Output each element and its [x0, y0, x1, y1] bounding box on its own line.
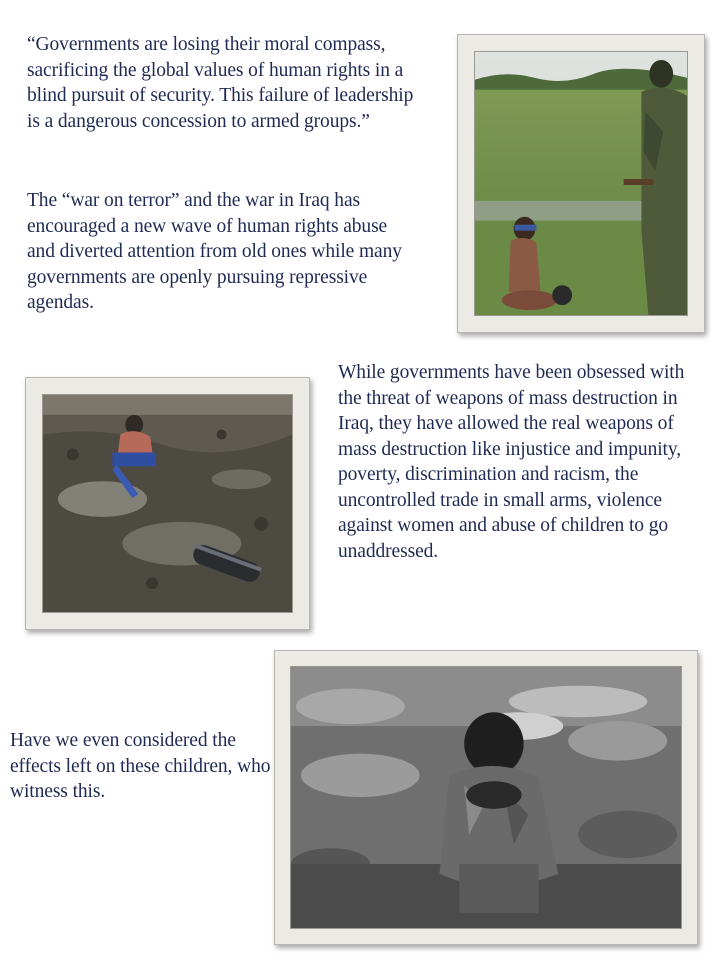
photo-frame-soldier: [457, 34, 705, 333]
child-among-bodies-photo: [290, 666, 682, 929]
soldier-and-kneeling-prisoner-photo: [474, 51, 688, 316]
war-on-terror-paragraph: The “war on terror” and the war in Iraq has encouraged a new wave of human rights abuse and diverted attention from old ones while many governments are openly pursuing repressive agendas.: [27, 190, 402, 313]
man-in-rubble-photo: [42, 394, 293, 613]
photo-frame-war-debris: [25, 377, 310, 630]
children-effects-paragraph: Have we even considered the effects left on these children, who witness this.: [10, 730, 271, 802]
weapons-of-mass-destruction-paragraph: While governments have been obsessed with the threat of weapons of mass destruction in Iraq, they have allowed the real weapons of mass destruction like injustice and impunity, poverty, discrimination and racism, the uncontrolled trade in small arms, violence against women and abuse of children to go unaddressed.: [338, 362, 685, 562]
quote-text: “Governments are losing their moral compass, sacrificing the global values of human rights in a blind pursuit of security. This failure of leadership is a dangerous concession to armed groups.”: [27, 34, 414, 132]
photo-frame-child: [274, 650, 698, 945]
